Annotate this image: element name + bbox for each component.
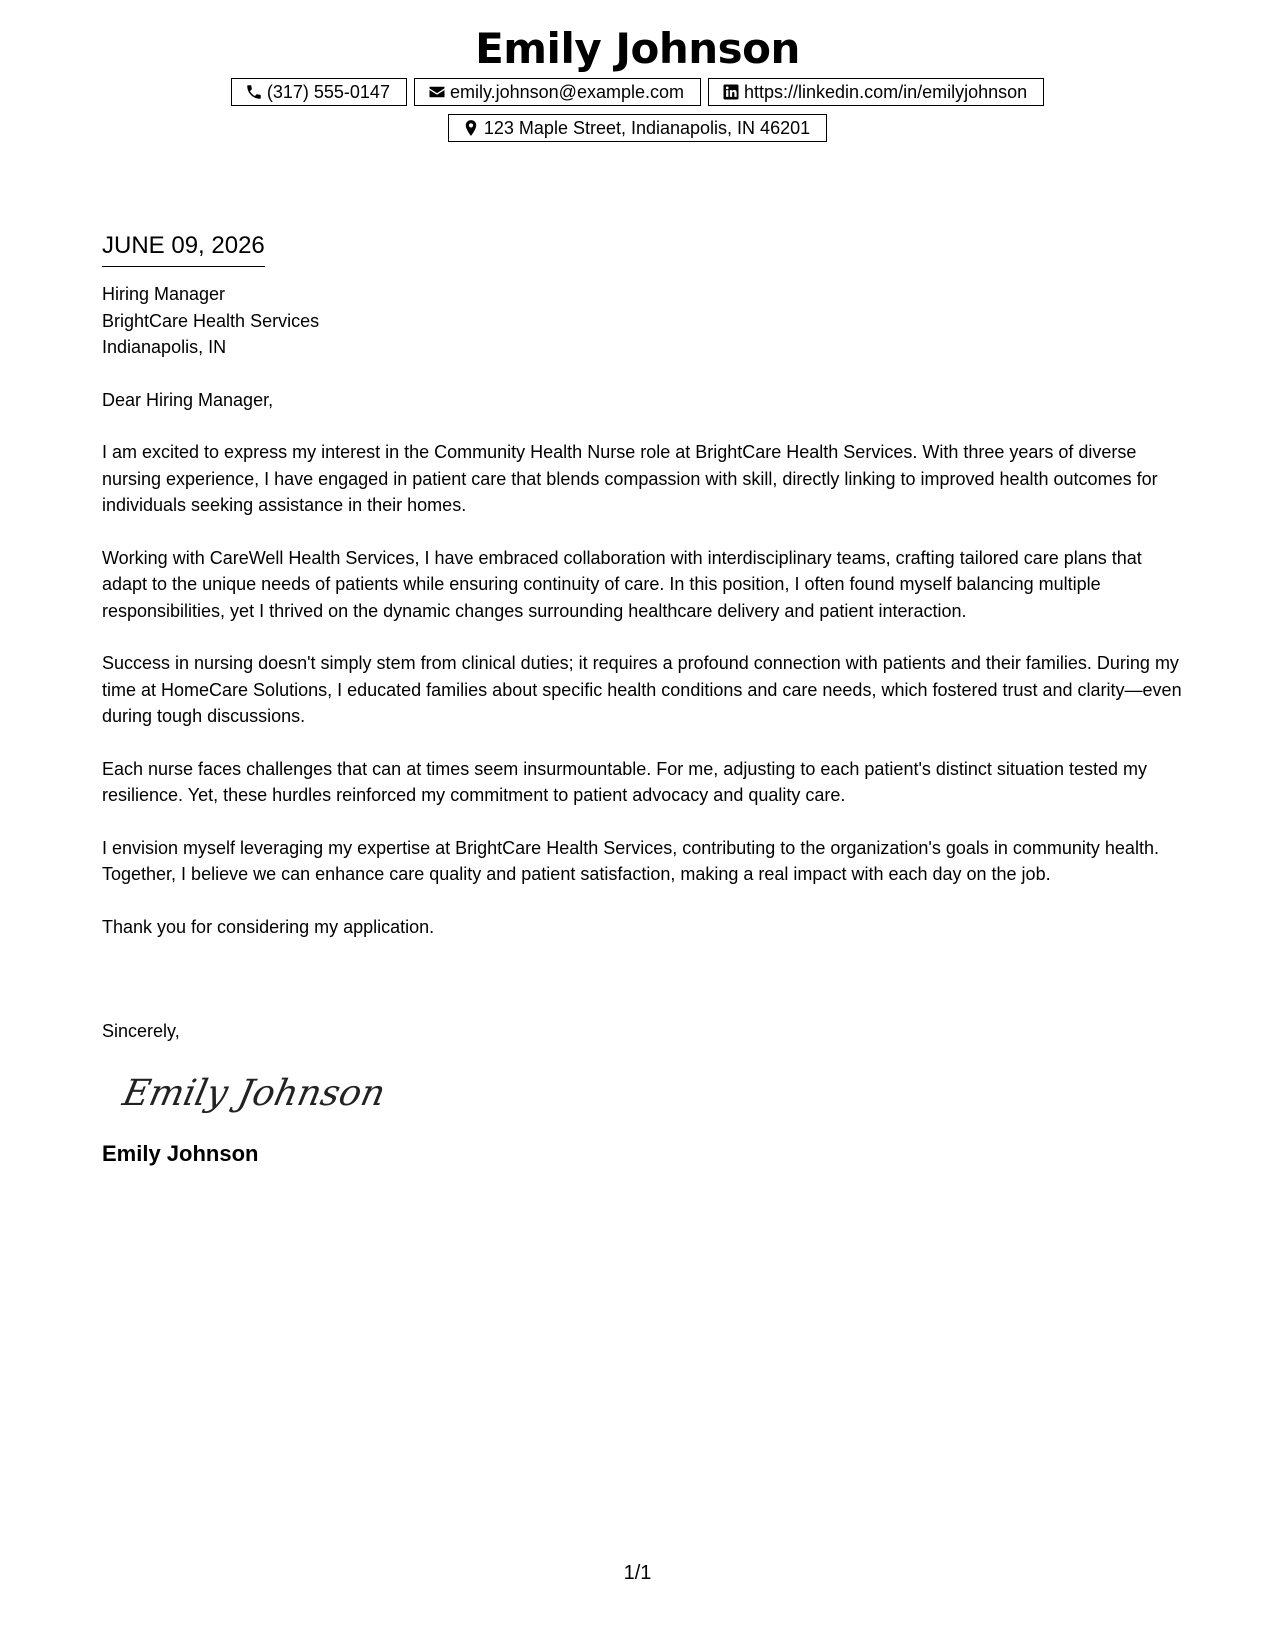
phone-icon [245,83,263,101]
applicant-name-heading: Emily Johnson [475,24,800,73]
signer-name: Emily Johnson [102,1140,259,1166]
letter-body [102,230,1182,1167]
address-contact[interactable] [448,114,827,142]
paragraph-vision: I envision myself leveraging my expertise at BrightCare Health Services, contributing to the organization's goals in community health. Together, I believe we can enhance care quality and patient satisfaction, making a real impact with each day on the job. [102,837,1159,884]
linkedin-text: https://linkedin.com/in/emilyjohnson [744,81,1028,102]
email-text: emily.johnson@example.com [449,81,684,102]
paragraph-challenges: Each nurse faces challenges that can at times seem insurmountable. For me, adjusting to each patient's distinct situation tested my resilience. Yet, these hurdles reinforced my commitment to patient advocacy and quality care. [102,758,1147,805]
linkedin-icon [722,83,740,101]
paragraph-thanks: Thank you for considering my application. [102,916,435,937]
letter-date: JUNE 09, 2026 [102,230,265,267]
contact-row-secondary [0,114,1275,142]
phone-text: (317) 555-0147 [266,81,390,102]
envelope-icon [428,83,446,101]
recipient-company: BrightCare Health Services [102,310,320,331]
map-marker-icon [462,119,480,137]
closing-spacer [102,966,1182,1018]
letter-header [0,20,1275,142]
closing-line: Sincerely, [102,1021,180,1041]
handwritten-signature [120,1063,1182,1127]
paragraph-intro: I am excited to express my interest in the Community Health Nurse role at BrightCare Health Services. With three years of diverse nursing experience, I have engaged in patient care that blends compassion with skill, directly linking to improved health outcomes for individuals seeking assistance in their homes. [102,442,1158,515]
recipient-title: Hiring Manager [102,284,226,304]
email-contact[interactable] [414,78,701,106]
greeting: Dear Hiring Manager, [102,389,274,410]
phone-contact[interactable] [231,78,407,106]
address-text: 123 Maple Street, Indianapolis, IN 46201 [483,117,811,138]
linkedin-contact[interactable] [708,78,1044,106]
paragraph-experience: Working with CareWell Health Services, I have embraced collaboration with interdisciplinary teams, crafting tailored care plans that adapt to the unique needs of patients while ensuring continuity of care. In this position, I often found myself balancing multiple responsibilities, yet I thrived on the dynamic changes surrounding healthcare delivery and patient interaction. [102,547,1142,621]
recipient-block [102,281,1182,361]
signature-glyphs: Emily Johnson [119,1070,390,1114]
paragraph-connection: Success in nursing doesn't simply stem from clinical duties; it requires a profound connection with patients and their families. During my time at HomeCare Solutions, I educated families about specific health conditions and care needs, which fostered trust and clarity—even during tough discussions. [102,653,1182,726]
recipient-location: Indianapolis, IN [102,337,227,357]
contact-row-primary [0,78,1275,106]
page-number: 1/1 [623,1562,652,1584]
